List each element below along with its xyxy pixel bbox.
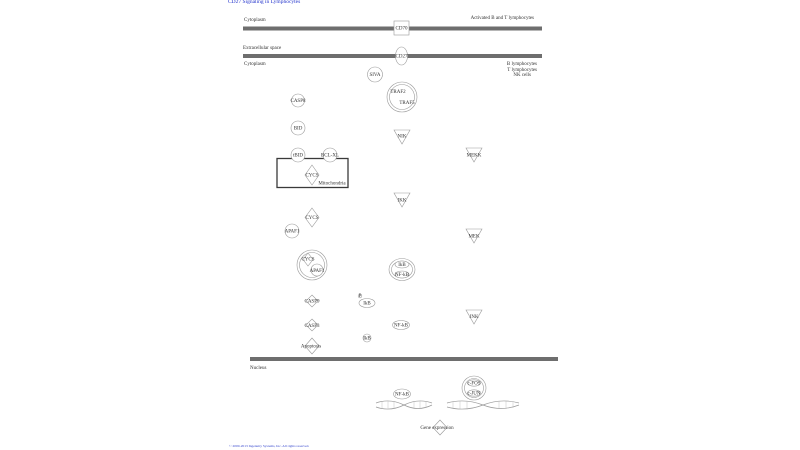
node-label: IKK: [397, 198, 407, 204]
node-jnk[interactable]: [466, 310, 482, 324]
cell-type-label: T lymphocytes: [507, 68, 537, 73]
diagram-title-link[interactable]: CD27 Signaling in Lymphocytes: [228, 0, 301, 5]
node-bcl-xl[interactable]: [321, 148, 339, 162]
node-label: BID: [293, 126, 303, 132]
node-label: APAF1: [309, 269, 325, 274]
node-cycs[interactable]: [305, 208, 319, 227]
node-label: SIVA: [369, 73, 381, 78]
node-label: NF-kB: [395, 273, 409, 278]
cell-type-label: B lymphocytes: [506, 62, 537, 67]
node-ikb-nfkb-complex[interactable]: [389, 259, 415, 281]
copyright-notice: © 2000-2013 Ingenuity Systems, Inc. All rights reserved.: [229, 444, 310, 448]
mitochondria-label: Mitochondria: [318, 181, 346, 187]
node-nfkb-nucleus[interactable]: [394, 389, 411, 399]
node-casp9[interactable]: [304, 295, 320, 307]
node-label: CASP9: [304, 299, 320, 305]
node-label: Apoptosis: [300, 344, 322, 350]
node-label: Gene expression: [420, 426, 454, 431]
node-cd27[interactable]: [396, 47, 408, 65]
node-ikb[interactable]: [363, 334, 371, 342]
node-cd70[interactable]: [394, 21, 409, 35]
node-mekk[interactable]: [466, 148, 482, 162]
node-label: TRAF5: [399, 101, 415, 106]
cell-type-label: NK cells: [513, 73, 531, 78]
node-casp8[interactable]: [290, 94, 306, 107]
node-gene-expression[interactable]: [420, 420, 454, 435]
region-label-activated-cells: Activated B and T lymphocytes: [470, 16, 534, 21]
node-nfkb[interactable]: [393, 321, 410, 330]
node-ikb-phosphorylated[interactable]: [358, 294, 375, 308]
node-tbid[interactable]: [291, 148, 305, 162]
plasma-membrane-top: [243, 27, 542, 31]
plasma-membrane: [243, 54, 542, 58]
node-label: IkB: [363, 336, 371, 342]
node-apoptosis[interactable]: [301, 338, 321, 354]
node-label: BCL-XL: [320, 153, 340, 159]
node-label: CD27: [395, 54, 408, 60]
node-label: c-FOS: [467, 381, 481, 387]
node-nik[interactable]: [394, 130, 410, 144]
phosphate-label: P: [358, 294, 362, 299]
node-traf-complex[interactable]: [387, 82, 417, 112]
node-label: CD70: [395, 26, 408, 32]
node-label: TRAF2: [390, 90, 406, 95]
node-label: MEKK: [466, 153, 482, 159]
node-mek[interactable]: [466, 229, 482, 243]
node-casp3[interactable]: [304, 319, 320, 331]
dna-helix-right: [447, 401, 519, 409]
region-label-cytoplasm-top: Cytoplasm: [244, 18, 266, 23]
node-ap1-complex[interactable]: [462, 376, 486, 400]
node-cycs-mitochondria[interactable]: [305, 165, 319, 185]
node-ikk[interactable]: [394, 193, 410, 207]
region-label-cytoplasm: Cytoplasm: [244, 62, 266, 67]
node-label: CYCS: [305, 173, 319, 179]
node-label: c-JUN: [467, 391, 481, 397]
node-label: IkB: [398, 263, 406, 268]
node-label: CASP3: [304, 324, 320, 329]
node-siva[interactable]: [368, 67, 383, 82]
node-bid[interactable]: [291, 121, 305, 135]
node-label: JNK: [469, 315, 479, 320]
node-label: IkB: [363, 301, 371, 307]
node-label: NF-kB: [395, 392, 409, 398]
node-label: CASP8: [290, 99, 306, 104]
dna-helix-left: [376, 401, 432, 409]
node-apaf1[interactable]: [285, 224, 300, 238]
node-label: CYCS: [301, 257, 315, 263]
node-label: CYCS: [305, 216, 319, 221]
region-label-nucleus: Nucleus: [250, 366, 267, 371]
region-label-extracellular: Extracellular space: [243, 46, 282, 51]
node-label: NF-kB: [394, 323, 408, 329]
node-label: tBID: [293, 153, 303, 159]
node-apoptosome-complex[interactable]: [297, 250, 327, 280]
node-label: APAF1: [284, 229, 300, 235]
nuclear-membrane: [250, 357, 558, 361]
node-label: MEK: [468, 234, 480, 240]
node-label: NIK: [397, 134, 407, 140]
